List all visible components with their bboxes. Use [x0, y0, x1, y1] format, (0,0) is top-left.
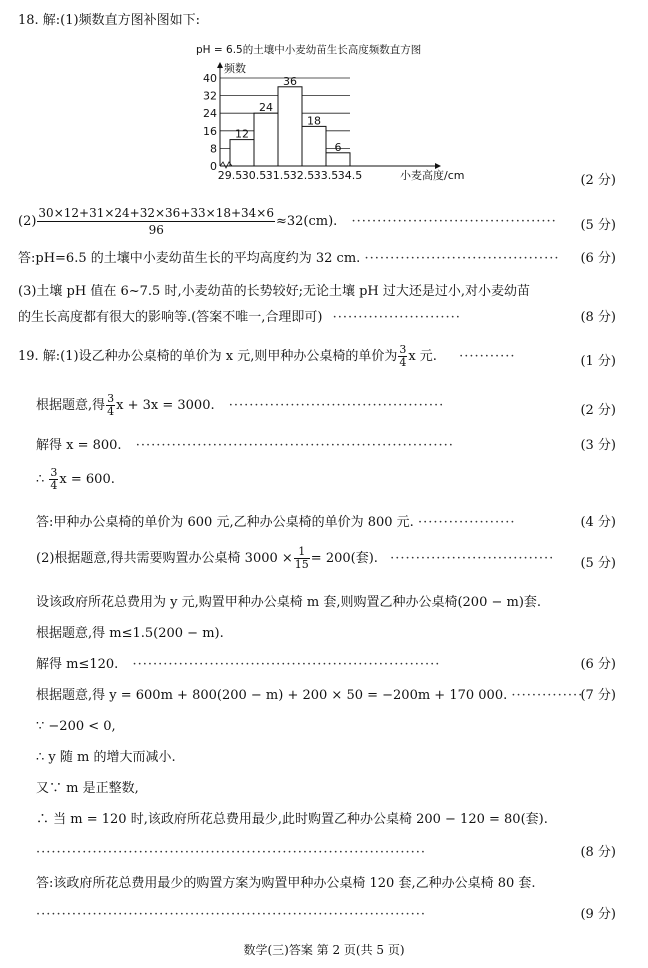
y-tick-label: 0 — [210, 160, 217, 173]
q18-part2: (2) $\frac{30\times 12+31\times 24+32\times 36+33\times 18+34\times 6}{96}$ ≈32(cm). ········································ (5 分) — [18, 205, 632, 238]
bar-value-label: 6 — [334, 140, 342, 154]
score: (9 分) — [580, 907, 616, 922]
q19-line6: (2)根据题意,得共需要购置办公桌椅 3000 × $\frac{1}{15}$ = 200(套). ································ (5 分) — [36, 545, 632, 573]
q19-line14: ∴ 当 m = 120 时,该政府所花总费用最少,此时购置乙种办公桌椅 200 − 120 = 80(套). — [36, 812, 548, 827]
fraction: $\frac{30\times 12+31\times 24+32\times 36+33\times 18+34\times 6}{96}$ — [38, 206, 274, 237]
q19-line14-dots: ············································································ (8 分) — [36, 845, 616, 860]
q19-line15-dots: ············································································ (9 分) — [36, 907, 616, 922]
q19-line13: 又∵ m 是正整数, — [36, 781, 139, 796]
score: (8 分) — [580, 845, 616, 860]
y-tick-label: 40 — [203, 72, 217, 85]
y-tick-label: 32 — [203, 89, 217, 103]
histogram-bar — [278, 87, 302, 166]
score: (5 分) — [580, 556, 616, 571]
q18-header: 18. 解:(1)频数直方图补图如下: — [18, 13, 200, 28]
histogram-bar — [302, 126, 326, 166]
x-tick-label: 31.5 — [265, 169, 291, 182]
score: (3 分) — [580, 438, 616, 453]
fraction-3-4: $\frac{3}{4}$ — [50, 466, 58, 492]
q18-part3-line1: (3)土壤 pH 值在 6~7.5 时,小麦幼苗的长势较好;无论土壤 pH 过大还是过小,对小麦幼苗 — [18, 284, 531, 299]
fraction-1-15: $\frac{1}{15}$ — [294, 545, 309, 571]
q19-line8: 根据题意,得 m≤1.5(200 − m). — [36, 626, 224, 641]
x-tick-label: 34.5 — [337, 169, 363, 182]
fraction-3-4: $\frac{3}{4}$ — [399, 343, 407, 369]
q19-line4: ∴ $\frac{3}{4}$ x = 600. — [36, 466, 115, 492]
x-tick-label: 33.5 — [313, 169, 339, 182]
score: (2 分) — [580, 173, 616, 188]
y-axis-label: 频数 — [224, 62, 246, 75]
q18-part3-line2: 的生长高度都有很大的影响等.(答案不唯一,合理即可) ························· (8 分) — [18, 310, 616, 325]
score: (5 分) — [580, 218, 616, 233]
bar-value-label: 36 — [283, 74, 297, 88]
score: (2 分) — [580, 403, 616, 418]
page-footer: 数学(三)答案 第 2 页(共 5 页) — [243, 943, 405, 957]
x-tick-label: 30.5 — [241, 169, 267, 182]
score: (6 分) — [580, 251, 616, 266]
y-tick-label: 8 — [210, 142, 217, 156]
fraction-3-4: $\frac{3}{4}$ — [107, 392, 115, 418]
q19-line3: 解得 x = 800. ······························································ (3 分) — [36, 438, 616, 453]
x-axis-label: 小麦高度/cm — [400, 169, 465, 182]
score: (4 分) — [580, 515, 616, 530]
y-axis-arrow — [217, 62, 223, 68]
histogram-bar — [254, 113, 278, 166]
q19-line2: 根据题意,得 $\frac{3}{4}$ x + 3x = 3000. ·········································· (2 分) — [36, 392, 632, 420]
x-tick-label: 29.5 — [217, 169, 243, 182]
score: (8 分) — [580, 310, 616, 325]
histogram-bar — [230, 140, 254, 166]
score: (1 分) — [580, 354, 616, 369]
q19-line9: 解得 m≤120. ···························································· (6 分) — [36, 657, 616, 672]
x-tick-label: 32.5 — [289, 169, 315, 182]
q19-line15: 答:该政府所花总费用最少的购置方案为购置甲种办公桌椅 120 套,乙种办公桌椅 80 套. — [36, 876, 536, 891]
q19-line7: 设该政府所花总费用为 y 元,购置甲种办公桌椅 m 套,则购置乙种办公桌椅(200 − m)套. — [36, 595, 542, 610]
q18-answer: 答:pH=6.5 的土壤中小麦幼苗生长的平均高度约为 32 cm. ······································ (6 分) — [18, 251, 616, 266]
score: (7 分) — [580, 688, 616, 703]
histogram-bar — [326, 153, 350, 166]
score: (6 分) — [580, 657, 616, 672]
chart-title: pH = 6.5的土壤中小麦幼苗生长高度频数直方图 — [196, 44, 422, 56]
bar-value-label: 24 — [259, 101, 273, 115]
q19-line12: ∴ y 随 m 的增大而减小. — [36, 750, 176, 765]
q19-line5: 答:甲种办公桌椅的单价为 600 元,乙种办公桌椅的单价为 800 元. ··················· (4 分) — [36, 515, 616, 530]
q19-line11: ∵ −200 < 0, — [36, 719, 116, 734]
histogram-chart — [190, 58, 648, 188]
q19-line10: 根据题意,得 y = 600m + 800(200 − m) + 200 × 50 = −200m + 170 000. ·············· (7 分) — [36, 688, 616, 703]
y-tick-label: 24 — [203, 107, 217, 121]
q19-line1: 19. 解:(1)设乙种办公桌椅的单价为 x 元,则甲种办公桌椅的单价为 $\frac{3}{4}$ x 元. ··········· (1 分) — [18, 343, 632, 371]
bar-value-label: 18 — [307, 114, 321, 128]
bar-value-label: 12 — [235, 127, 249, 141]
y-tick-label: 16 — [203, 124, 217, 138]
